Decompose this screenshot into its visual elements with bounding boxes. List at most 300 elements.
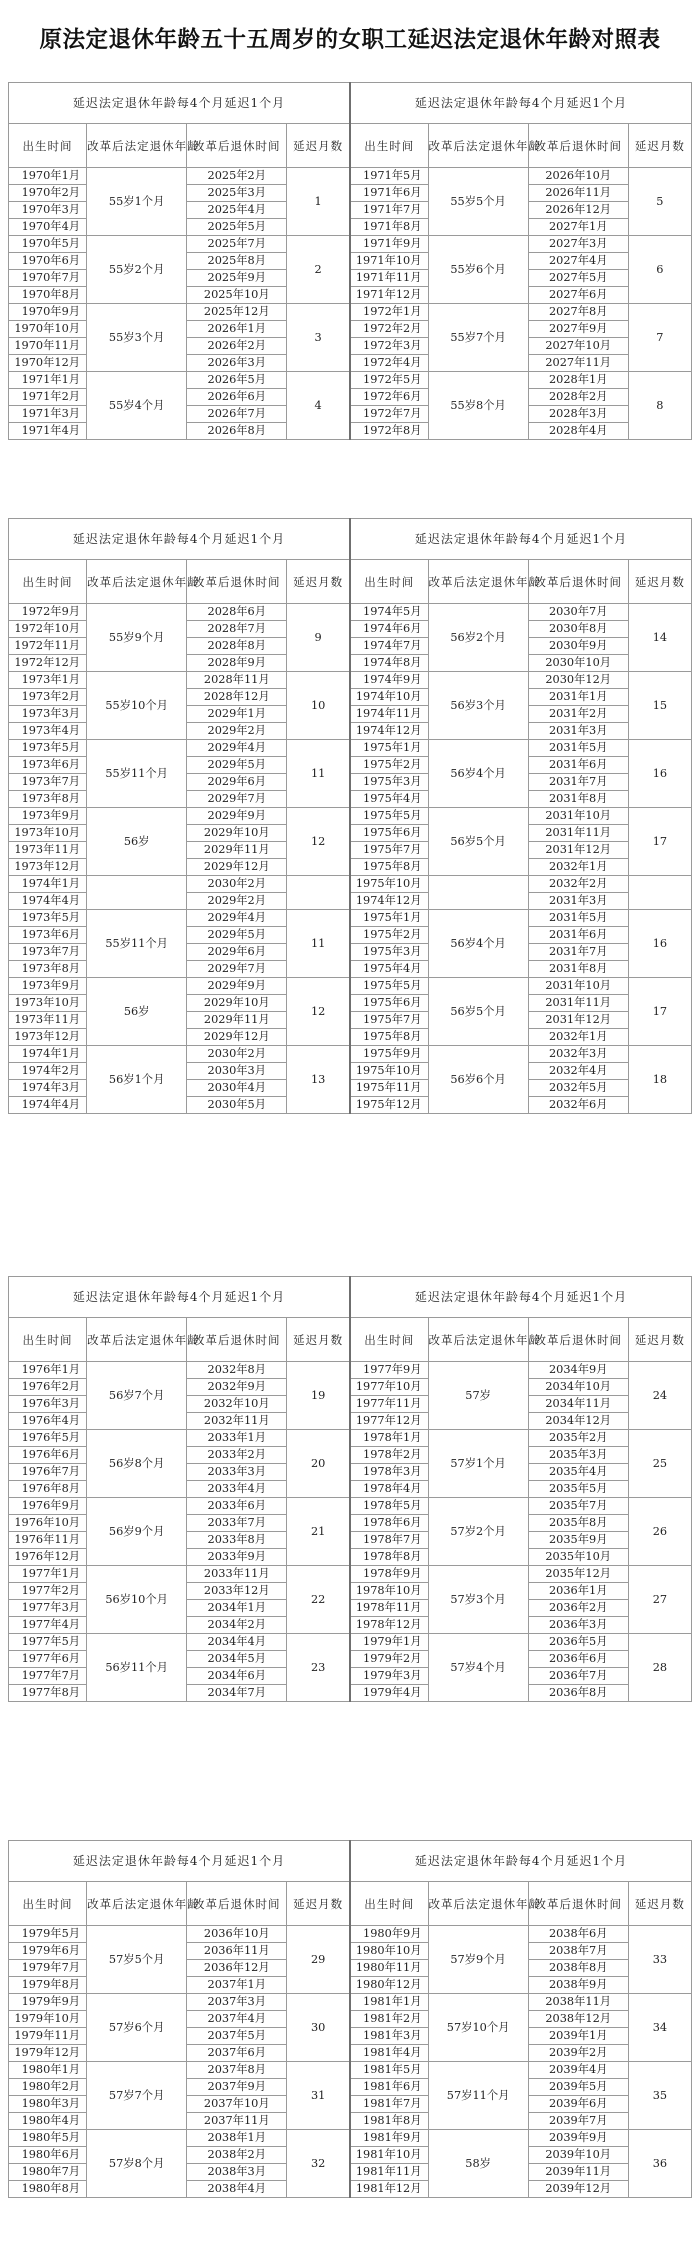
birth-date-cell: 1981年8月 bbox=[350, 2113, 428, 2130]
table-row bbox=[9, 604, 692, 621]
retirement-date-cell: 2031年6月 bbox=[528, 927, 628, 944]
birth-date-cell: 1979年6月 bbox=[9, 1943, 87, 1960]
birth-date-cell: 1972年10月 bbox=[9, 621, 87, 638]
birth-date-cell: 1978年5月 bbox=[350, 1498, 428, 1515]
retirement-date-cell: 2027年10月 bbox=[528, 338, 628, 355]
delay-months-cell: 31 bbox=[287, 2062, 350, 2130]
delay-months-cell: 1 bbox=[287, 168, 350, 236]
retirement-date-cell: 2036年11月 bbox=[187, 1943, 287, 1960]
birth-date-cell: 1970年6月 bbox=[9, 253, 87, 270]
birth-date-cell: 1978年9月 bbox=[350, 1566, 428, 1583]
retirement-date-cell: 2030年10月 bbox=[528, 655, 628, 672]
retirement-date-cell: 2029年4月 bbox=[187, 740, 287, 757]
birth-date-cell: 1980年12月 bbox=[350, 1977, 428, 1994]
retirement-age-cell: 55岁5个月 bbox=[428, 168, 528, 236]
retirement-date-cell: 2027年1月 bbox=[528, 219, 628, 236]
table-section bbox=[8, 1840, 692, 2198]
retirement-date-cell: 2039年9月 bbox=[528, 2130, 628, 2147]
birth-date-cell: 1971年11月 bbox=[350, 270, 428, 287]
birth-date-cell: 1972年4月 bbox=[350, 355, 428, 372]
table-header-row bbox=[9, 83, 692, 124]
retirement-date-cell: 2029年4月 bbox=[187, 910, 287, 927]
delay-months-cell: 29 bbox=[287, 1926, 350, 1994]
retirement-date-cell: 2033年2月 bbox=[187, 1447, 287, 1464]
column-header: 改革后退休时间 bbox=[187, 1318, 287, 1362]
column-header: 改革后法定退休年龄 bbox=[428, 1882, 528, 1926]
retirement-date-cell: 2032年4月 bbox=[528, 1063, 628, 1080]
birth-date-cell: 1978年1月 bbox=[350, 1430, 428, 1447]
retirement-date-cell: 2033年3月 bbox=[187, 1464, 287, 1481]
retirement-date-cell: 2036年12月 bbox=[187, 1960, 287, 1977]
column-header: 延迟月数 bbox=[287, 1882, 350, 1926]
column-header: 延迟月数 bbox=[628, 124, 691, 168]
retirement-date-cell: 2036年8月 bbox=[528, 1685, 628, 1702]
retirement-date-cell: 2031年12月 bbox=[528, 842, 628, 859]
column-header: 出生时间 bbox=[9, 560, 87, 604]
birth-date-cell: 1972年1月 bbox=[350, 304, 428, 321]
birth-date-cell: 1975年3月 bbox=[350, 944, 428, 961]
birth-date-cell: 1976年12月 bbox=[9, 1549, 87, 1566]
retirement-date-cell: 2029年10月 bbox=[187, 825, 287, 842]
retirement-date-cell: 2034年9月 bbox=[528, 1362, 628, 1379]
delay-months-cell: 33 bbox=[628, 1926, 691, 1994]
birth-date-cell: 1980年9月 bbox=[350, 1926, 428, 1943]
retirement-age-cell: 55岁2个月 bbox=[87, 236, 187, 304]
table-header-row bbox=[9, 1277, 692, 1318]
retirement-age-cell: 55岁6个月 bbox=[428, 236, 528, 304]
birth-date-cell: 1975年1月 bbox=[350, 740, 428, 757]
retirement-date-cell: 2032年8月 bbox=[187, 1362, 287, 1379]
retirement-date-cell: 2029年7月 bbox=[187, 791, 287, 808]
birth-date-cell: 1976年5月 bbox=[9, 1430, 87, 1447]
birth-date-cell: 1981年9月 bbox=[350, 2130, 428, 2147]
retirement-date-cell: 2035年3月 bbox=[528, 1447, 628, 1464]
retirement-age-cell: 57岁4个月 bbox=[428, 1634, 528, 1702]
retirement-age-cell: 57岁 bbox=[428, 1362, 528, 1430]
retirement-age-cell: 57岁2个月 bbox=[428, 1498, 528, 1566]
retirement-date-cell: 2037年5月 bbox=[187, 2028, 287, 2045]
birth-date-cell: 1971年10月 bbox=[350, 253, 428, 270]
table-row bbox=[9, 2130, 692, 2147]
birth-date-cell: 1972年5月 bbox=[350, 372, 428, 389]
column-header-row bbox=[9, 560, 692, 604]
birth-date-cell: 1971年4月 bbox=[9, 423, 87, 440]
birth-date-cell: 1976年9月 bbox=[9, 1498, 87, 1515]
delay-months-cell: 6 bbox=[628, 236, 691, 304]
birth-date-cell: 1977年7月 bbox=[9, 1668, 87, 1685]
retirement-age-cell: 55岁1个月 bbox=[87, 168, 187, 236]
retirement-date-cell: 2039年5月 bbox=[528, 2079, 628, 2096]
column-header: 出生时间 bbox=[9, 1882, 87, 1926]
birth-date-cell: 1971年8月 bbox=[350, 219, 428, 236]
retirement-age-cell: 56岁9个月 bbox=[87, 1498, 187, 1566]
retirement-date-cell: 2037年1月 bbox=[187, 1977, 287, 1994]
retirement-date-cell: 2029年6月 bbox=[187, 774, 287, 791]
retirement-date-cell: 2035年8月 bbox=[528, 1515, 628, 1532]
retirement-date-cell: 2029年2月 bbox=[187, 723, 287, 740]
delay-months-cell: 25 bbox=[628, 1430, 691, 1498]
birth-date-cell: 1977年9月 bbox=[350, 1362, 428, 1379]
column-header: 改革后退休时间 bbox=[528, 1318, 628, 1362]
birth-date-cell: 1971年3月 bbox=[9, 406, 87, 423]
retirement-date-cell: 2037年4月 bbox=[187, 2011, 287, 2028]
birth-date-cell: 1981年7月 bbox=[350, 2096, 428, 2113]
table-row bbox=[9, 808, 692, 825]
birth-date-cell: 1973年6月 bbox=[9, 927, 87, 944]
retirement-date-cell: 2039年10月 bbox=[528, 2147, 628, 2164]
birth-date-cell: 1977年12月 bbox=[350, 1413, 428, 1430]
retirement-date-cell: 2029年2月 bbox=[187, 893, 287, 910]
retirement-date-cell: 2038年8月 bbox=[528, 1960, 628, 1977]
retirement-date-cell: 2033年1月 bbox=[187, 1430, 287, 1447]
birth-date-cell: 1971年2月 bbox=[9, 389, 87, 406]
retirement-date-cell: 2037年10月 bbox=[187, 2096, 287, 2113]
birth-date-cell: 1977年8月 bbox=[9, 1685, 87, 1702]
retirement-date-cell: 2035年4月 bbox=[528, 1464, 628, 1481]
retirement-age-cell: 55岁11个月 bbox=[87, 910, 187, 978]
delay-months-cell bbox=[287, 876, 350, 910]
retirement-date-cell: 2025年5月 bbox=[187, 219, 287, 236]
birth-date-cell: 1977年10月 bbox=[350, 1379, 428, 1396]
birth-date-cell: 1978年10月 bbox=[350, 1583, 428, 1600]
column-header: 改革后法定退休年龄 bbox=[428, 1318, 528, 1362]
birth-date-cell: 1975年12月 bbox=[350, 1097, 428, 1114]
birth-date-cell: 1975年8月 bbox=[350, 859, 428, 876]
retirement-date-cell: 2027年4月 bbox=[528, 253, 628, 270]
birth-date-cell: 1980年10月 bbox=[350, 1943, 428, 1960]
retirement-age-cell bbox=[428, 876, 528, 910]
retirement-date-cell: 2034年4月 bbox=[187, 1634, 287, 1651]
retirement-date-cell: 2036年6月 bbox=[528, 1651, 628, 1668]
retirement-date-cell: 2028年2月 bbox=[528, 389, 628, 406]
birth-date-cell: 1977年5月 bbox=[9, 1634, 87, 1651]
birth-date-cell: 1973年5月 bbox=[9, 740, 87, 757]
birth-date-cell: 1981年11月 bbox=[350, 2164, 428, 2181]
retirement-date-cell: 2025年8月 bbox=[187, 253, 287, 270]
retirement-date-cell: 2036年7月 bbox=[528, 1668, 628, 1685]
birth-date-cell: 1979年10月 bbox=[9, 2011, 87, 2028]
retirement-date-cell: 2031年6月 bbox=[528, 757, 628, 774]
birth-date-cell: 1974年8月 bbox=[350, 655, 428, 672]
retirement-date-cell: 2035年2月 bbox=[528, 1430, 628, 1447]
retirement-date-cell: 2031年11月 bbox=[528, 995, 628, 1012]
birth-date-cell: 1970年1月 bbox=[9, 168, 87, 185]
birth-date-cell: 1981年4月 bbox=[350, 2045, 428, 2062]
column-header: 延迟月数 bbox=[287, 1318, 350, 1362]
birth-date-cell: 1980年8月 bbox=[9, 2181, 87, 2198]
birth-date-cell: 1979年8月 bbox=[9, 1977, 87, 1994]
table-header: 延迟法定退休年龄每4个月延迟1个月 bbox=[9, 1841, 350, 1882]
retirement-date-cell: 2038年3月 bbox=[187, 2164, 287, 2181]
retirement-age-cell: 57岁1个月 bbox=[428, 1430, 528, 1498]
birth-date-cell: 1975年6月 bbox=[350, 995, 428, 1012]
delay-months-cell: 21 bbox=[287, 1498, 350, 1566]
retirement-date-cell: 2031年8月 bbox=[528, 791, 628, 808]
delay-months-cell: 35 bbox=[628, 2062, 691, 2130]
birth-date-cell: 1974年9月 bbox=[350, 672, 428, 689]
column-header: 改革后退休时间 bbox=[187, 560, 287, 604]
delay-months-cell: 10 bbox=[287, 672, 350, 740]
birth-date-cell: 1974年1月 bbox=[9, 876, 87, 893]
table-section bbox=[8, 82, 692, 440]
birth-date-cell: 1975年4月 bbox=[350, 791, 428, 808]
birth-date-cell: 1977年4月 bbox=[9, 1617, 87, 1634]
birth-date-cell: 1975年5月 bbox=[350, 808, 428, 825]
birth-date-cell: 1979年7月 bbox=[9, 1960, 87, 1977]
birth-date-cell: 1972年11月 bbox=[9, 638, 87, 655]
delay-months-cell: 24 bbox=[628, 1362, 691, 1430]
table-header: 延迟法定退休年龄每4个月延迟1个月 bbox=[350, 83, 692, 124]
retirement-date-cell: 2028年12月 bbox=[187, 689, 287, 706]
birth-date-cell: 1974年12月 bbox=[350, 893, 428, 910]
retirement-age-cell: 56岁5个月 bbox=[428, 808, 528, 876]
birth-date-cell: 1971年1月 bbox=[9, 372, 87, 389]
birth-date-cell: 1975年11月 bbox=[350, 1080, 428, 1097]
table-section bbox=[8, 518, 692, 1114]
birth-date-cell: 1974年4月 bbox=[9, 893, 87, 910]
retirement-date-cell: 2033年9月 bbox=[187, 1549, 287, 1566]
column-header: 改革后退休时间 bbox=[528, 124, 628, 168]
retirement-date-cell: 2025年7月 bbox=[187, 236, 287, 253]
delay-months-cell: 8 bbox=[628, 372, 691, 440]
table-header: 延迟法定退休年龄每4个月延迟1个月 bbox=[9, 83, 350, 124]
birth-date-cell: 1981年5月 bbox=[350, 2062, 428, 2079]
retirement-date-cell: 2028年8月 bbox=[187, 638, 287, 655]
birth-date-cell: 1973年8月 bbox=[9, 961, 87, 978]
retirement-date-cell: 2037年6月 bbox=[187, 2045, 287, 2062]
birth-date-cell: 1981年2月 bbox=[350, 2011, 428, 2028]
birth-date-cell: 1972年3月 bbox=[350, 338, 428, 355]
birth-date-cell: 1976年2月 bbox=[9, 1379, 87, 1396]
birth-date-cell: 1970年10月 bbox=[9, 321, 87, 338]
retirement-date-cell: 2037年11月 bbox=[187, 2113, 287, 2130]
retirement-age-cell: 57岁9个月 bbox=[428, 1926, 528, 1994]
retirement-date-cell: 2026年8月 bbox=[187, 423, 287, 440]
retirement-date-cell: 2030年9月 bbox=[528, 638, 628, 655]
retirement-date-cell: 2027年8月 bbox=[528, 304, 628, 321]
retirement-date-cell: 2031年5月 bbox=[528, 740, 628, 757]
retirement-date-cell: 2030年2月 bbox=[187, 876, 287, 893]
delay-months-cell: 12 bbox=[287, 808, 350, 876]
birth-date-cell: 1972年9月 bbox=[9, 604, 87, 621]
retirement-date-cell: 2032年5月 bbox=[528, 1080, 628, 1097]
retirement-age-cell: 57岁7个月 bbox=[87, 2062, 187, 2130]
birth-date-cell: 1981年3月 bbox=[350, 2028, 428, 2045]
delay-months-cell: 27 bbox=[628, 1566, 691, 1634]
retirement-date-cell: 2032年1月 bbox=[528, 859, 628, 876]
table-header-row bbox=[9, 519, 692, 560]
table-row bbox=[9, 168, 692, 185]
retirement-date-cell: 2034年1月 bbox=[187, 1600, 287, 1617]
table-row bbox=[9, 1430, 692, 1447]
birth-date-cell: 1973年3月 bbox=[9, 706, 87, 723]
retirement-date-cell: 2029年11月 bbox=[187, 1012, 287, 1029]
birth-date-cell: 1976年7月 bbox=[9, 1464, 87, 1481]
column-header: 改革后退休时间 bbox=[187, 124, 287, 168]
retirement-date-cell: 2032年6月 bbox=[528, 1097, 628, 1114]
birth-date-cell: 1979年2月 bbox=[350, 1651, 428, 1668]
birth-date-cell: 1975年7月 bbox=[350, 842, 428, 859]
birth-date-cell: 1973年7月 bbox=[9, 774, 87, 791]
retirement-date-cell: 2032年9月 bbox=[187, 1379, 287, 1396]
column-header: 延迟月数 bbox=[628, 560, 691, 604]
table-row bbox=[9, 1634, 692, 1651]
retirement-date-cell: 2031年7月 bbox=[528, 944, 628, 961]
birth-date-cell: 1980年6月 bbox=[9, 2147, 87, 2164]
birth-date-cell: 1980年4月 bbox=[9, 2113, 87, 2130]
table-row bbox=[9, 1046, 692, 1063]
birth-date-cell: 1977年6月 bbox=[9, 1651, 87, 1668]
column-header: 出生时间 bbox=[9, 1318, 87, 1362]
delay-months-cell: 36 bbox=[628, 2130, 691, 2198]
retirement-age-cell: 56岁6个月 bbox=[428, 1046, 528, 1114]
birth-date-cell: 1975年5月 bbox=[350, 978, 428, 995]
retirement-age-cell: 56岁4个月 bbox=[428, 910, 528, 978]
retirement-date-cell: 2028年6月 bbox=[187, 604, 287, 621]
retirement-date-cell: 2039年4月 bbox=[528, 2062, 628, 2079]
table-row bbox=[9, 1566, 692, 1583]
birth-date-cell: 1975年2月 bbox=[350, 927, 428, 944]
retirement-date-cell: 2030年3月 bbox=[187, 1063, 287, 1080]
retirement-date-cell: 2027年6月 bbox=[528, 287, 628, 304]
birth-date-cell: 1979年3月 bbox=[350, 1668, 428, 1685]
retirement-date-cell: 2032年2月 bbox=[528, 876, 628, 893]
birth-date-cell: 1970年11月 bbox=[9, 338, 87, 355]
birth-date-cell: 1970年9月 bbox=[9, 304, 87, 321]
retirement-date-cell: 2035年9月 bbox=[528, 1532, 628, 1549]
delay-months-cell: 7 bbox=[628, 304, 691, 372]
delay-months-cell: 17 bbox=[628, 978, 691, 1046]
birth-date-cell: 1975年10月 bbox=[350, 1063, 428, 1080]
retirement-date-cell: 2039年11月 bbox=[528, 2164, 628, 2181]
retirement-age-cell: 55岁11个月 bbox=[87, 740, 187, 808]
retirement-date-cell: 2039年2月 bbox=[528, 2045, 628, 2062]
delay-months-cell: 28 bbox=[628, 1634, 691, 1702]
retirement-date-cell: 2036年1月 bbox=[528, 1583, 628, 1600]
retirement-date-cell: 2034年10月 bbox=[528, 1379, 628, 1396]
retirement-age-cell: 56岁5个月 bbox=[428, 978, 528, 1046]
retirement-age-cell: 56岁1个月 bbox=[87, 1046, 187, 1114]
retirement-table bbox=[8, 1276, 692, 1702]
birth-date-cell: 1974年5月 bbox=[350, 604, 428, 621]
delay-months-cell: 15 bbox=[628, 672, 691, 740]
column-header: 改革后法定退休年龄 bbox=[428, 124, 528, 168]
birth-date-cell: 1973年4月 bbox=[9, 723, 87, 740]
retirement-date-cell: 2038年9月 bbox=[528, 1977, 628, 1994]
delay-months-cell: 30 bbox=[287, 1994, 350, 2062]
birth-date-cell: 1978年3月 bbox=[350, 1464, 428, 1481]
retirement-date-cell: 2038年11月 bbox=[528, 1994, 628, 2011]
delay-months-cell: 11 bbox=[287, 910, 350, 978]
retirement-date-cell: 2038年7月 bbox=[528, 1943, 628, 1960]
retirement-age-cell: 56岁10个月 bbox=[87, 1566, 187, 1634]
birth-date-cell: 1976年11月 bbox=[9, 1532, 87, 1549]
birth-date-cell: 1972年12月 bbox=[9, 655, 87, 672]
birth-date-cell: 1979年11月 bbox=[9, 2028, 87, 2045]
table-row bbox=[9, 304, 692, 321]
delay-months-cell: 2 bbox=[287, 236, 350, 304]
table-row bbox=[9, 236, 692, 253]
table-row bbox=[9, 740, 692, 757]
column-header: 改革后法定退休年龄 bbox=[428, 560, 528, 604]
birth-date-cell: 1980年7月 bbox=[9, 2164, 87, 2181]
retirement-date-cell: 2038年12月 bbox=[528, 2011, 628, 2028]
delay-months-cell: 19 bbox=[287, 1362, 350, 1430]
table-header: 延迟法定退休年龄每4个月延迟1个月 bbox=[350, 519, 692, 560]
retirement-date-cell: 2039年12月 bbox=[528, 2181, 628, 2198]
retirement-age-cell: 57岁8个月 bbox=[87, 2130, 187, 2198]
birth-date-cell: 1981年1月 bbox=[350, 1994, 428, 2011]
retirement-date-cell: 2031年1月 bbox=[528, 689, 628, 706]
birth-date-cell: 1970年2月 bbox=[9, 185, 87, 202]
birth-date-cell: 1979年1月 bbox=[350, 1634, 428, 1651]
birth-date-cell: 1974年12月 bbox=[350, 723, 428, 740]
birth-date-cell: 1976年10月 bbox=[9, 1515, 87, 1532]
retirement-date-cell: 2031年10月 bbox=[528, 808, 628, 825]
retirement-date-cell: 2034年6月 bbox=[187, 1668, 287, 1685]
birth-date-cell: 1975年2月 bbox=[350, 757, 428, 774]
retirement-date-cell: 2033年8月 bbox=[187, 1532, 287, 1549]
retirement-date-cell: 2029年12月 bbox=[187, 1029, 287, 1046]
retirement-date-cell: 2038年2月 bbox=[187, 2147, 287, 2164]
retirement-age-cell: 56岁4个月 bbox=[428, 740, 528, 808]
retirement-date-cell: 2030年12月 bbox=[528, 672, 628, 689]
birth-date-cell: 1977年2月 bbox=[9, 1583, 87, 1600]
birth-date-cell: 1977年11月 bbox=[350, 1396, 428, 1413]
retirement-date-cell: 2032年3月 bbox=[528, 1046, 628, 1063]
retirement-date-cell: 2029年1月 bbox=[187, 706, 287, 723]
retirement-date-cell: 2025年3月 bbox=[187, 185, 287, 202]
birth-date-cell: 1973年11月 bbox=[9, 1012, 87, 1029]
table-row bbox=[9, 1926, 692, 1943]
birth-date-cell: 1975年9月 bbox=[350, 1046, 428, 1063]
retirement-date-cell: 2028年4月 bbox=[528, 423, 628, 440]
birth-date-cell: 1972年6月 bbox=[350, 389, 428, 406]
retirement-table bbox=[8, 1840, 692, 2198]
table-section bbox=[8, 1276, 692, 1702]
birth-date-cell: 1979年9月 bbox=[9, 1994, 87, 2011]
column-header-row bbox=[9, 124, 692, 168]
retirement-date-cell: 2031年7月 bbox=[528, 774, 628, 791]
retirement-date-cell: 2032年1月 bbox=[528, 1029, 628, 1046]
retirement-table bbox=[8, 518, 692, 1114]
retirement-date-cell: 2025年2月 bbox=[187, 168, 287, 185]
retirement-age-cell: 57岁6个月 bbox=[87, 1994, 187, 2062]
retirement-age-cell: 55岁9个月 bbox=[87, 604, 187, 672]
retirement-date-cell: 2034年7月 bbox=[187, 1685, 287, 1702]
retirement-date-cell: 2039年7月 bbox=[528, 2113, 628, 2130]
column-header: 延迟月数 bbox=[628, 1318, 691, 1362]
retirement-date-cell: 2030年7月 bbox=[528, 604, 628, 621]
birth-date-cell: 1980年5月 bbox=[9, 2130, 87, 2147]
retirement-date-cell: 2032年10月 bbox=[187, 1396, 287, 1413]
delay-months-cell: 12 bbox=[287, 978, 350, 1046]
birth-date-cell: 1973年1月 bbox=[9, 672, 87, 689]
retirement-date-cell: 2038年1月 bbox=[187, 2130, 287, 2147]
birth-date-cell: 1979年4月 bbox=[350, 1685, 428, 1702]
retirement-date-cell: 2031年10月 bbox=[528, 978, 628, 995]
birth-date-cell: 1978年6月 bbox=[350, 1515, 428, 1532]
retirement-age-cell: 56岁3个月 bbox=[428, 672, 528, 740]
retirement-date-cell: 2029年7月 bbox=[187, 961, 287, 978]
birth-date-cell: 1973年11月 bbox=[9, 842, 87, 859]
table-row bbox=[9, 876, 692, 893]
birth-date-cell: 1973年10月 bbox=[9, 825, 87, 842]
birth-date-cell: 1973年6月 bbox=[9, 757, 87, 774]
retirement-age-cell: 56岁2个月 bbox=[428, 604, 528, 672]
retirement-age-cell: 55岁4个月 bbox=[87, 372, 187, 440]
birth-date-cell: 1978年11月 bbox=[350, 1600, 428, 1617]
